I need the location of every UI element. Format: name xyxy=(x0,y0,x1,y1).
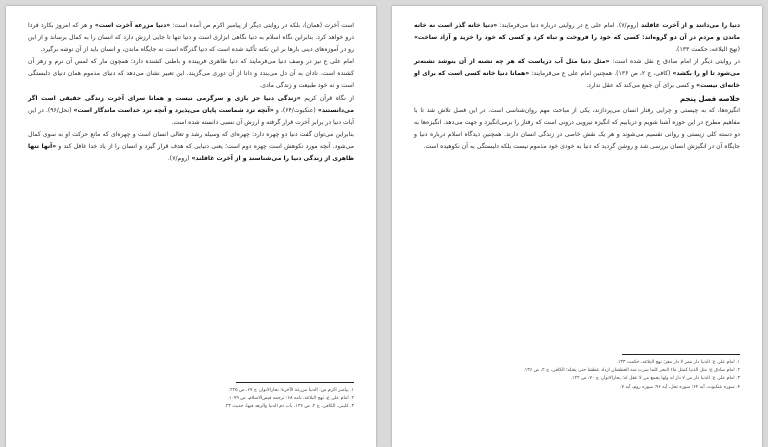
paragraph xyxy=(414,56,740,92)
section-heading: خلاصه فصل پنجم xyxy=(680,94,740,103)
bold-quote: «همانا دنیا خانه کسی است که برای او خانه‌ای نیست» xyxy=(414,70,740,90)
bold-quote: «آنچه نزد شماست پایان می‌پذیرد و آنچه نزد خداست ماندگار است» xyxy=(73,106,274,114)
left-page-body xyxy=(28,20,354,165)
footnote-separator xyxy=(622,354,740,355)
footnote-separator xyxy=(236,382,354,383)
footnote: ۱. پیامبر اکرم ص: الدنیا مزرعة الآخرة؛ بحارالانوار، ج ۶۷، ص ۲۲۵. xyxy=(228,388,354,393)
text-run: امام علی ع نیز در وصف دنیا می‌فرمایند که دنیا ظاهری فریبنده و باطنی کشنده دارد؛ همچون مار که لمس آن نرم و زهر آن کشنده است. نادان به آن دل می‌بندد و دانا از آن دوری می‌گزیند. این تعبیر نشان می‌دهد که دنیای مذموم همان دنیای دلبستگی است و نه خود طبیعت و زندگی مادی. xyxy=(28,58,354,90)
text-run: و کسی برای آن جمع می‌کند که عقل ندارد. xyxy=(586,82,697,90)
text-run: انگیزه‌ها، که به چیستی و چرایی رفتار انسان می‌پردازند، یکی از مباحث مهم روان‌شناسی است. در این فصل تلاش شد تا با مفاهیم مطرح در این حوزه آشنا شویم و دریابیم که انگیزه نیرویی درونی است که رفتار را برمی‌انگیزد و جهت می‌دهد. انگیزه‌ها به دو دسته کلی زیستی و روانی تقسیم می‌شوند و هر یک نقش خاصی در زندگی انسان دارند. همچنین دیدگاه اسلام درباره دنیا و جایگاه آن در انگیزش انسان بررسی شد و روشن گردید که دنیا به خودی خود مذموم نیست بلکه دلبستگی به آن نکوهیده است. xyxy=(414,106,740,150)
text-run: (نهج البلاغه، حکمت ۱۳۳). xyxy=(675,46,740,54)
bold-quote: دنیا را می‌دانند و از آخرت غافلند xyxy=(640,22,740,29)
text-run: (نحل/۹۶). در این آیات دنیا در برابر آخرت قرار گرفته و ارزش آن نسبی دانسته شده است. xyxy=(28,106,354,126)
text-run: از نگاه قرآن کریم xyxy=(300,94,354,102)
text-run: (روم/۷). xyxy=(167,155,192,163)
paragraph xyxy=(414,20,740,56)
left-page xyxy=(6,6,376,447)
footnote: ۳. کلینی، الکافی، ج ۲، ص ۱۳۶، باب ذم الدنیا والزهد فیها، حدیث ۲۳. xyxy=(224,404,354,410)
paragraph xyxy=(28,129,354,165)
right-page xyxy=(392,6,762,447)
bold-quote: «زندگی دنیا جز بازی و سرگرمی نیست و همانا سرای آخرت زندگی حقیقی است اگر می‌دانستند» xyxy=(28,94,354,114)
bold-quote: «مثل دنیا مثل آب دریاست که هر چه تشنه از آن بنوشد تشنه‌تر می‌شود تا او را بکشد» xyxy=(414,58,740,78)
footnote: ۴. سوره عنکبوت، آیه ۶۴؛ سوره نحل، آیه ۹۶؛ سوره روم، آیه ۷. xyxy=(620,384,740,390)
footnote: ۳. امام علی ع: الدنیا دار من لا دار له ولها یجمع من لا عقل له؛ بحارالانوار، ج ۷۰، ص ۱۲۲. xyxy=(570,376,740,382)
text-run: (عنکبوت/۶۴)، و xyxy=(273,106,318,114)
text-run: (روم/۷). امام علی ع در روایتی درباره دنیا می‌فرمایند: xyxy=(497,22,641,29)
paragraph xyxy=(28,56,354,92)
footnote: ۱. امام علی ع: الدنیا دار ممر لا دار مقر؛ نهج البلاغه، حکمت ۱۳۳. xyxy=(616,360,740,365)
summary-paragraph xyxy=(414,105,740,153)
footnote: ۲. امام علی ع، نهج البلاغه، نامه ۶۸؛ ترجمه فیض‌الاسلام، ص ۱۰۷۹. xyxy=(227,396,354,402)
text-run: است آخرت xyxy=(324,22,354,29)
text-run: و هر که امروز بکارد فردا درو خواهد کرد. بنابراین نگاه اسلام به دنیا نگاهی ابزاری است و دنیا تنها تا جایی ارزش دارد که انسان را به کمال برساند و از این رو در آموزه‌های دینی بارها بر این نکته تأکید شده است که دنیا گذرگاه است نه جایگاه ماندن، و انسان باید از آن توشه برگیرد. xyxy=(28,22,354,54)
paragraph xyxy=(28,93,354,129)
bold-quote: «آنها تنها ظاهری از زندگی دنیا را می‌شناسند و از آخرت غافلند» xyxy=(28,142,354,163)
right-page-body xyxy=(414,20,740,153)
paragraph xyxy=(28,20,354,56)
bold-quote: «دنیا مزرعه آخرت است» xyxy=(94,22,171,29)
text-run: بنابراین می‌توان گفت دنیا دو چهره دارد: چهره‌ای که وسیله رشد و تعالی انسان است و چهره‌ای که مانع حرکت او به سوی کمال می‌شود. آنچه مورد نکوهش است چهره دوم است؛ یعنی دنیایی که هدف قرار گیرد و انسان را از یاد خدا غافل کند و xyxy=(28,130,354,150)
text-run: (همان)، بلکه در روایتی دیگر از پیامبر اکرم ص آمده است: xyxy=(170,22,325,29)
text-run: در روایتی دیگر از امام صادق ع نقل شده است: xyxy=(609,58,740,66)
right-page-footnotes xyxy=(414,359,740,392)
bold-quote: «دنیا خانه گذر است نه خانه ماندن و مردم در آن دو گروه‌اند: کسی که خود را فروخت و تباه کرد و کسی که خود را خرید و آزاد ساخت» xyxy=(414,22,740,42)
left-page-footnotes xyxy=(28,387,354,412)
footnote: ۲. امام صادق ع: مثل الدنیا کمثل ماء البحر کلما شرب منه العطشان ازداد عطشا حتی یقتله؛ الکافی، ج ۲، ص ۱۳۶. xyxy=(523,368,740,374)
text-run: (کافی، ج ۲، ص ۱۳۶). همچنین امام علی ع می‌فرمایند: xyxy=(529,70,673,78)
